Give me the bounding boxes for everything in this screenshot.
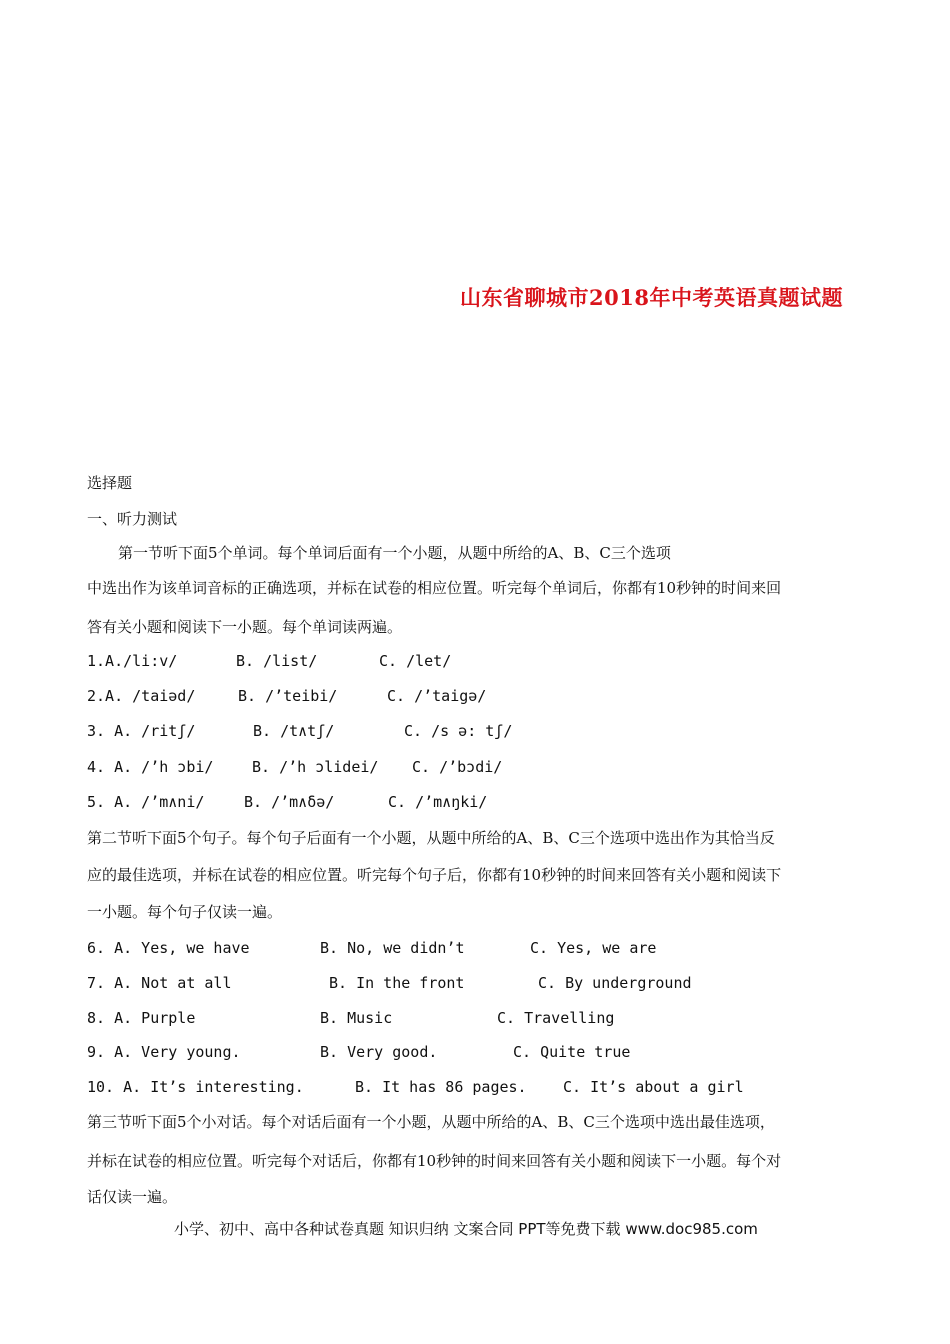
question-option: B. /’h ɔlidei/: [252, 758, 379, 776]
question-option: C. Yes, we are: [530, 939, 657, 957]
sec2-intro-line3: 一小题。每个句子仅读一遍。: [87, 903, 283, 921]
question-option: 5. A. /’m∧ni/: [87, 793, 205, 811]
sec3-intro-line1: 第三节听下面5个小对话。每个对话后面有一个小题，从题中所给的A、B、C三个选项中选出最佳选项，: [87, 1113, 775, 1131]
question-option: B. /’teibi/: [238, 687, 338, 705]
sec1-intro-line2: 中选出作为该单词音标的正确选项，并标在试卷的相应位置。听完每个单词后，你都有10秒钟的时间来回: [87, 579, 782, 597]
question-option: B. /’m∧δə/: [244, 793, 335, 811]
sec1-intro-line1: 第一节听下面5个单词。每个单词后面有一个小题，从题中所给的A、B、C三个选项: [118, 544, 671, 562]
question-option: 10. A. It’s interesting.: [87, 1078, 304, 1096]
part-heading: 一、听力测试: [87, 510, 178, 528]
question-option: B. It has 86 pages.: [355, 1078, 527, 1096]
sec1-intro-line3: 答有关小题和阅读下一小题。每个单词读两遍。: [87, 618, 403, 636]
question-option: B. In the front: [329, 974, 465, 992]
question-option: 1.A./li:v/: [87, 652, 178, 670]
question-option: 6. A. Yes, we have: [87, 939, 250, 957]
sec2-intro-line1: 第二节听下面5个句子。每个句子后面有一个小题，从题中所给的A、B、C三个选项中选出作为其恰当反: [87, 829, 775, 847]
question-option: 2.A. /taiəd/: [87, 687, 196, 705]
question-option: 4. A. /’h ɔbi/: [87, 758, 214, 776]
footer-text: 小学、初中、高中各种试卷真题 知识归纳 文案合同 PPT等免费下载 www.doc985.com: [174, 1220, 758, 1238]
question-option: B. Very good.: [320, 1043, 438, 1061]
question-option: C. /’m∧ŋki/: [388, 793, 488, 811]
question-option: 9. A. Very young.: [87, 1043, 241, 1061]
question-option: C. It’s about a girl: [563, 1078, 744, 1096]
question-option: B. Music: [320, 1009, 393, 1027]
sec3-intro-line3: 话仅读一遍。: [87, 1188, 178, 1206]
section-type: 选择题: [87, 474, 133, 492]
sec2-intro-line2: 应的最佳选项，并标在试卷的相应位置。听完每个句子后，你都有10秒钟的时间来回答有关小题和阅读下: [87, 866, 782, 884]
question-option: C. /’bɔdi/: [412, 758, 503, 776]
sec3-intro-line2: 并标在试卷的相应位置。听完每个对话后，你都有10秒钟的时间来回答有关小题和阅读下一小题。每个对: [87, 1152, 782, 1170]
question-option: 7. A. Not at all: [87, 974, 232, 992]
question-option: 8. A. Purple: [87, 1009, 196, 1027]
question-option: C. /let/: [379, 652, 452, 670]
question-option: B. No, we didn’t: [320, 939, 465, 957]
page-title: 山东省聊城市2018年中考英语真题试题: [460, 285, 843, 310]
question-option: 3. A. /ritʃ/: [87, 722, 196, 740]
question-option: C. Quite true: [513, 1043, 631, 1061]
question-option: C. /’taigə/: [387, 687, 487, 705]
question-option: C. By underground: [538, 974, 692, 992]
question-option: C. /s ə: tʃ/: [404, 722, 513, 740]
question-option: B. /list/: [236, 652, 318, 670]
question-option: B. /t∧tʃ/: [253, 722, 335, 740]
question-option: C. Travelling: [497, 1009, 615, 1027]
